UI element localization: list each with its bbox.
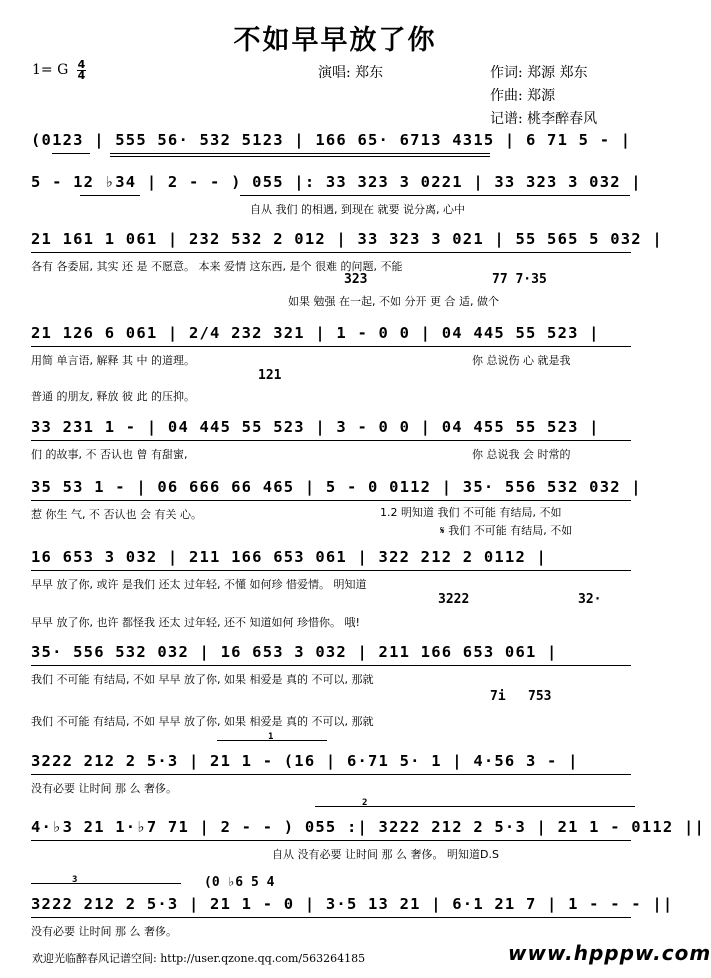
notation-line: 21 126 6 061 | 2/4 232 321 | 1 - 0 0 | 04 445 55 523 | [31, 324, 600, 342]
alt-notes: 753 [528, 689, 552, 704]
lyric-line: 自从 没有必要 让时间 那 么 奢侈。 明知道D.S [272, 848, 499, 861]
alt-notes: (0 ♭6 5 4 [204, 875, 275, 890]
notation-line: 3222 212 2 5·3 | 21 1 - 0 | 3·5 13 21 | 6·1 21 7 | 1 - - - || [31, 895, 674, 913]
watermark: www.hpppw.com [508, 941, 711, 965]
notation-line: 33 231 1 - | 04 445 55 523 | 3 - 0 0 | 04 455 55 523 | [31, 418, 600, 436]
alt-notes: 32· [578, 592, 602, 607]
lyric-line: 普通 的朋友, 释放 彼 此 的压抑。 [31, 390, 195, 403]
transcriber-credit: 记谱: 桃李醉春风 [490, 111, 598, 127]
volta-bracket [31, 883, 181, 884]
footer-text: 欢迎光临醉春风记谱空间: http://user.qzone.qq.com/563264185 [32, 952, 366, 965]
alt-notes: 77 7·35 [492, 272, 547, 287]
lyricist-credit: 作词: 郑源 郑东 [490, 65, 588, 81]
beam-line [110, 153, 490, 154]
song-title: 不如早早放了你 [233, 25, 437, 56]
notation-line: 16 653 3 032 | 211 166 653 061 | 322 212 2 0112 | [31, 548, 548, 566]
notation-line: (0123 | 555 56· 532 5123 | 166 65· 6713 4315 | 6 71 5 - | [31, 131, 632, 149]
lyric-line: 如果 勉强 在一起, 不如 分开 更 合 适, 做个 [288, 295, 499, 308]
beam-line [31, 570, 631, 571]
beam-line [31, 665, 631, 666]
lyric-line: 你 总说伤 心 就是我 [472, 354, 571, 367]
volta-number: 3 [72, 875, 78, 885]
lyric-line: 们 的故事, 不 否认也 曾 有甜蜜, [31, 448, 188, 461]
time-signature-top: 4 [77, 58, 86, 71]
lyric-line: 我们 不可能 有结局, 不如 早早 放了你, 如果 相爱是 真的 不可以, 那就 [31, 715, 374, 728]
alt-notes: 121 [258, 368, 282, 383]
beam-line [31, 840, 631, 841]
singer-credit: 演唱: 郑东 [318, 65, 384, 81]
lyric-line: 𝄋 我们 不可能 有结局, 不如 [440, 524, 573, 537]
beam-line [31, 500, 631, 501]
beam-line [240, 195, 630, 196]
lyric-line: 早早 放了你, 或许 是我们 还太 过年轻, 不懂 如何珍 惜爱情。 明知道 [31, 578, 367, 591]
time-signature-bottom: 4 [77, 69, 86, 82]
lyric-line: 早早 放了你, 也许 都怪我 还太 过年轻, 还不 知道如何 珍惜你。 哦! [31, 616, 360, 629]
lyric-line: 自从 我们 的相遇, 到现在 就要 说分离, 心中 [250, 203, 465, 216]
time-signature [77, 60, 86, 81]
lyric-line: 没有必要 让时间 那 么 奢侈。 [31, 925, 177, 938]
lyric-line: 惹 你生 气, 不 否认也 会 有关 心。 [31, 508, 202, 521]
beam-line [110, 156, 490, 157]
alt-notes: 3222 [438, 592, 470, 607]
notation-line: 35· 556 532 032 | 16 653 3 032 | 211 166 653 061 | [31, 643, 558, 661]
beam-line [31, 346, 631, 347]
lyric-line: 各有 各委屈, 其实 还 是 不愿意。 本来 爱情 这东西, 是个 很难 的问题, 不能 [31, 260, 403, 273]
alt-notes: 323 [344, 272, 368, 287]
notation-line: 5 - 12 ♭34 | 2 - - ) 055 |: 33 323 3 0221 | 33 323 3 032 | [31, 173, 642, 191]
beam-line [52, 153, 90, 154]
lyric-line: 没有必要 让时间 那 么 奢侈。 [31, 782, 177, 795]
beam-line [31, 917, 631, 918]
beam-line [80, 195, 140, 196]
notation-line: 35 53 1 - | 06 666 66 465 | 5 - 0 0112 | 35· 556 532 032 | [31, 478, 642, 496]
beam-line [31, 440, 631, 441]
lyric-line: 你 总说我 会 时常的 [472, 448, 571, 461]
beam-line [31, 774, 631, 775]
alt-notes: 7i [490, 689, 506, 704]
beam-line [31, 252, 631, 253]
composer-credit: 作曲: 郑源 [490, 88, 556, 104]
notation-line: 3222 212 2 5·3 | 21 1 - (16 | 6·71 5· 1 | 4·56 3 - | [31, 752, 579, 770]
volta-number: 1 [268, 732, 274, 742]
key-signature: 1= G [32, 62, 69, 78]
lyric-line: 我们 不可能 有结局, 不如 早早 放了你, 如果 相爱是 真的 不可以, 那就 [31, 673, 374, 686]
volta-number: 2 [362, 798, 368, 808]
lyric-line: 用简 单言语, 解释 其 中 的道理。 [31, 354, 195, 367]
notation-line: 21 161 1 061 | 232 532 2 012 | 33 323 3 021 | 55 565 5 032 | [31, 230, 663, 248]
notation-line: 4·♭3 21 1·♭7 71 | 2 - - ) 055 :| 3222 212 2 5·3 | 21 1 - 0112 || [31, 818, 706, 836]
lyric-line: 1.2 明知道 我们 不可能 有结局, 不如 [380, 506, 562, 519]
